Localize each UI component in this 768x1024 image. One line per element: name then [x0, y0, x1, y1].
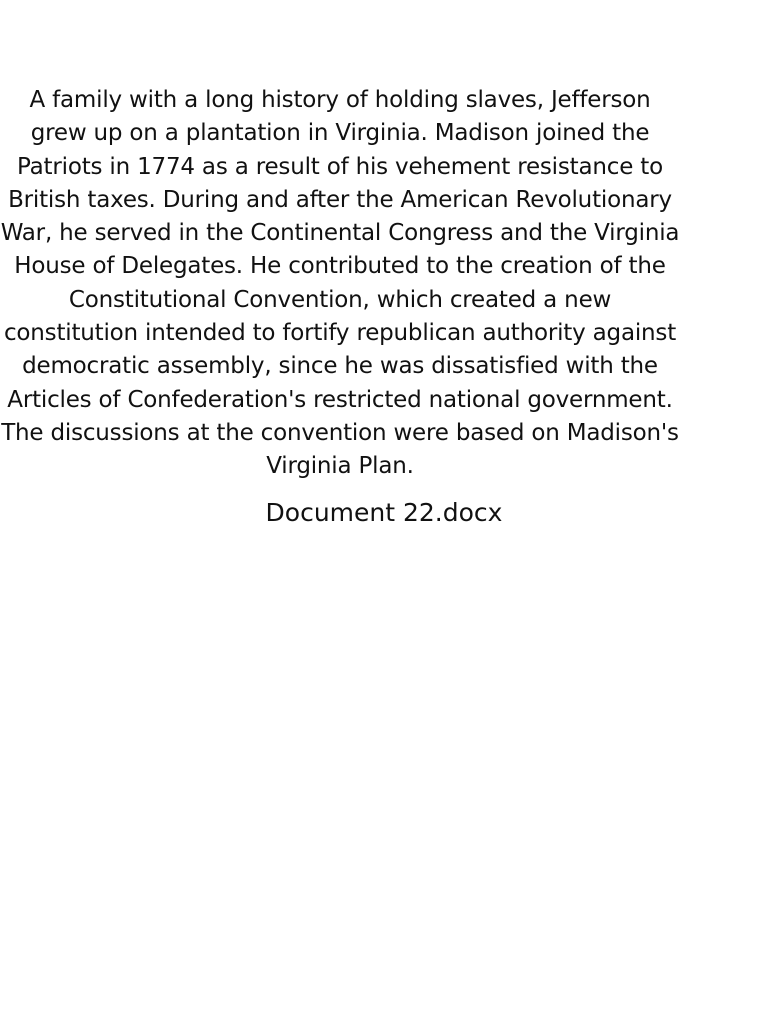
body-paragraph: A family with a long history of holding slaves, Jefferson grew up on a plantation in Virginia. Madison joined the Patriots in 1774 as a result of his vehement resistance to British taxes. During and after the American Revolutionary War, he served in the Continental Congress and the Virginia House of Delegates. He contributed to the creation of the Constitutional Convention, which created a new constitution intended to fortify republican authority against democratic assembly, since he was dissatisfied with the Articles of Confederation's restricted national government. The discussions at the convention were based on Madison's Virginia Plan. [0, 87, 680, 480]
document-file-name: Document 22.docx [265, 498, 503, 527]
